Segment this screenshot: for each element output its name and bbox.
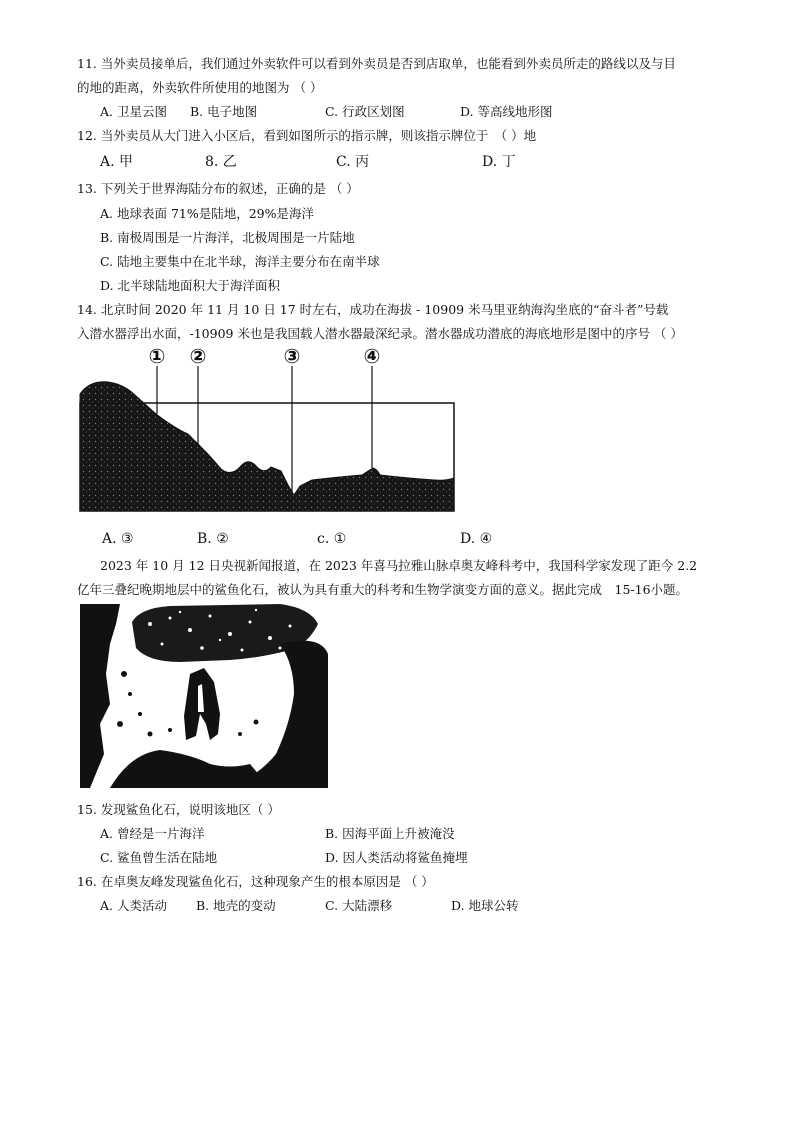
q14-option-a: A. ③ (102, 531, 134, 547)
q16-option-d: D. 地球公转 (451, 898, 519, 913)
q13-option-c: C. 陆地主要集中在北半球，海洋主要分布在南半球 (100, 254, 380, 269)
ocean-floor-profile-diagram (76, 344, 476, 514)
q14-option-c: c. ① (317, 531, 347, 547)
q16-option-a: A. 人类活动 (100, 898, 167, 913)
marker-3: ③ (283, 344, 301, 368)
marker-4: ④ (363, 344, 381, 368)
q11-option-d: D. 等高线地形图 (460, 104, 553, 119)
q13-stem: 13. 下列关于世界海陆分布的叙述，正确的是 （ ） (77, 181, 359, 196)
q12-option-c: C. 丙 (336, 154, 370, 170)
q13-option-d: D. 北半球陆地面积大于海洋面积 (100, 278, 281, 293)
q12-option-b: 8. 乙 (205, 154, 237, 170)
intro-line1: 2023 年 10 月 12 日央视新闻报道，在 2023 年喜马拉雅山脉卓奥友峰科考中，我国科学家发现了距今 2.2 (100, 558, 698, 573)
seabed-terrain (80, 382, 454, 511)
intro-line2: 亿年三叠纪晚期地层中的鲨鱼化石，被认为具有重大的科考和生物学演变方面的意义。据此完成 15-16小题。 (77, 582, 689, 597)
q11-option-b: B. 电子地图 (190, 104, 258, 119)
q15-option-c: C. 鲨鱼曾生活在陆地 (100, 850, 218, 865)
marker-2: ② (189, 344, 207, 368)
q16-option-c: C. 大陆漂移 (325, 898, 393, 913)
q13-option-a: A. 地球表面 71%是陆地，29%是海洋 (100, 206, 315, 221)
q14-option-d: D. ④ (460, 531, 493, 547)
q11-stem-line2: 的地的距离，外卖软件所使用的地图为 （ ） (77, 80, 323, 95)
q12-stem: 12. 当外卖员从大门进入小区后，看到如图所示的指示牌，则该指示牌位于 （ ）地 (77, 128, 537, 143)
q15-option-d: D. 因人类活动将鲨鱼掩埋 (325, 850, 468, 865)
q15-stem: 15. 发现鲨鱼化石，说明该地区（ ） (77, 802, 280, 817)
q12-option-d: D. 丁 (482, 154, 516, 170)
q14-stem-line2: 入潜水器浮出水面，-10909 米也是我国载人潜水器最深纪录。潜水器成功潜底的海底地形是图中的序号 （ ） (77, 326, 683, 341)
q14-option-b: B. ② (197, 531, 229, 547)
q11-option-a: A. 卫星云图 (100, 104, 167, 119)
q12-option-a: A. 甲 (100, 154, 134, 170)
q14-stem-line1: 14. 北京时间 2020 年 11 月 10 日 17 时左右，成功在海拔 - 10909 米马里亚纳海沟坐底的“奋斗者”号载 (77, 302, 669, 317)
q16-stem: 16. 在卓奥友峰发现鲨鱼化石，这种现象产生的根本原因是 （ ） (77, 874, 434, 889)
q16-option-b: B. 地壳的变动 (196, 898, 276, 913)
q15-option-a: A. 曾经是一片海洋 (100, 826, 205, 841)
marker-1: ① (148, 344, 166, 368)
q13-option-b: B. 南极周围是一片海洋，北极周围是一片陆地 (100, 230, 355, 245)
q11-stem-line1: 11. 当外卖员接单后，我们通过外卖软件可以看到外卖员是否到店取单，也能看到外卖员所走的路线以及与目 (77, 56, 676, 71)
shark-fossil-photo (80, 604, 328, 788)
q15-option-b: B. 因海平面上升被淹没 (325, 826, 455, 841)
q11-option-c: C. 行政区划图 (325, 104, 405, 119)
